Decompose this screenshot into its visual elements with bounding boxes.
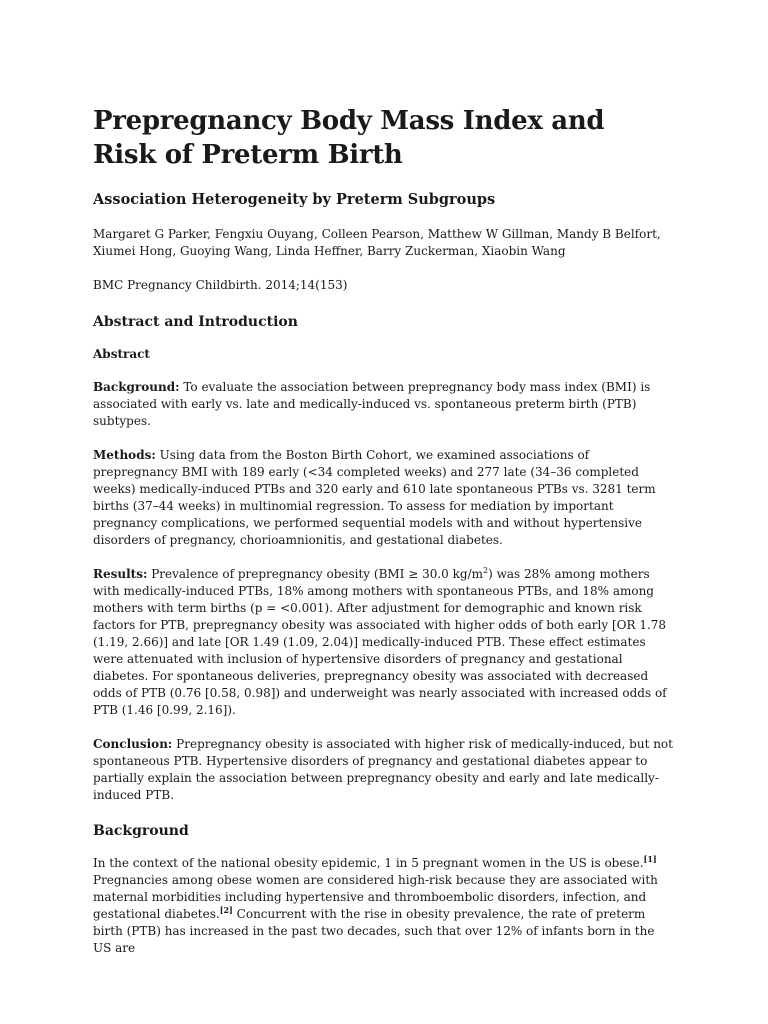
background-text-3: Concurrent with the rise in obesity prevalence, the rate of preterm birth (PTB) has increased in the past two decades, such that over 12% of infants born in the US are [93,907,655,955]
article-title: Prepregnancy Body Mass Index and Risk of Preterm Birth [93,106,605,170]
abstract-conclusion-label: Conclusion: [93,737,173,751]
article [93,104,675,974]
citation-link-2[interactable]: [2] [219,905,233,915]
citation-link-1[interactable]: [1] [643,854,657,864]
abstract-conclusion-text: Prepregnancy obesity is associated with higher risk of medically-induced, but not spontaneous PTB. Hypertensive disorders of pregnancy and gestational diabetes appear to partially explain the association between prepregnancy obesity and early and late medically-induced PTB. [93,737,673,802]
abstract-background-label: Background: [93,380,180,394]
superscript-two: 2 [483,566,489,575]
background-paragraph [93,855,675,957]
abstract-heading: Abstract [93,347,150,361]
section-heading-background: Background [93,823,189,839]
abstract-background [93,379,675,430]
abstract-results-label: Results: [93,567,148,581]
abstract-methods-label: Methods: [93,448,156,462]
background-text-2: Pregnancies among obese women are considered high-risk because they are associated with maternal morbidities including hypertensive and thromboembolic disorders, infection, and gestational diabetes. [93,873,658,921]
abstract-background-text: To evaluate the association between prepregnancy body mass index (BMI) is associated with early vs. late and medically-induced vs. spontaneous preterm birth (PTB) subtypes. [93,380,651,428]
abstract-methods-text: Using data from the Boston Birth Cohort, we examined associations of prepregnancy BMI with 189 early (<34 completed weeks) and 277 late (34–36 completed weeks) medically-induced PTBs and 320 early and 610 late spontaneous PTBs vs. 3281 term births (37–44 weeks) in multinomial regression. To assess for mediation by important pregnancy complications, we performed sequential models with and without hypertensive disorders of pregnancy, chorioamnionitis, and gestational diabetes. [93,448,656,547]
abstract-conclusion [93,736,675,804]
article-subtitle: Association Heterogeneity by Preterm Subgroups [93,191,496,208]
author-list: Margaret G Parker, Fengxiu Ouyang, Colleen Pearson, Matthew W Gillman, Mandy B Belfort, Xiumei Hong, Guoying Wang, Linda Heffner, Barry Zuckerman, Xiaobin Wang [93,227,661,258]
journal-citation: BMC Pregnancy Childbirth. 2014;14(153) [93,278,348,292]
abstract-results-text-before: Prevalence of prepregnancy obesity (BMI ≥ 30.0 kg/m [147,567,484,581]
section-heading-abstract-intro: Abstract and Introduction [93,314,298,330]
abstract-methods [93,447,675,549]
abstract-results [93,566,675,719]
abstract-results-text-after: ) was 28% among mothers with medically-induced PTBs, 18% among mothers with spontaneous PTBs, and 18% among mothers with term births (p = <0.001). After adjustment for demographic and known risk factors for PTB, prepregnancy obesity was associated with higher odds of both early [OR 1.78 (1.19, 2.66)] and late [OR 1.49 (1.09, 2.04)] medically-induced PTB. These effect estimates were attenuated with inclusion of hypertensive disorders of pregnancy and gestational diabetes. For spontaneous deliveries, prepregnancy obesity was associated with decreased odds of PTB (0.76 [0.58, 0.98]) and underweight was nearly associated with increased odds of PTB (1.46 [0.99, 2.16]). [93,567,667,717]
background-text-1: In the context of the national obesity epidemic, 1 in 5 pregnant women in the US is obese. [93,856,644,870]
